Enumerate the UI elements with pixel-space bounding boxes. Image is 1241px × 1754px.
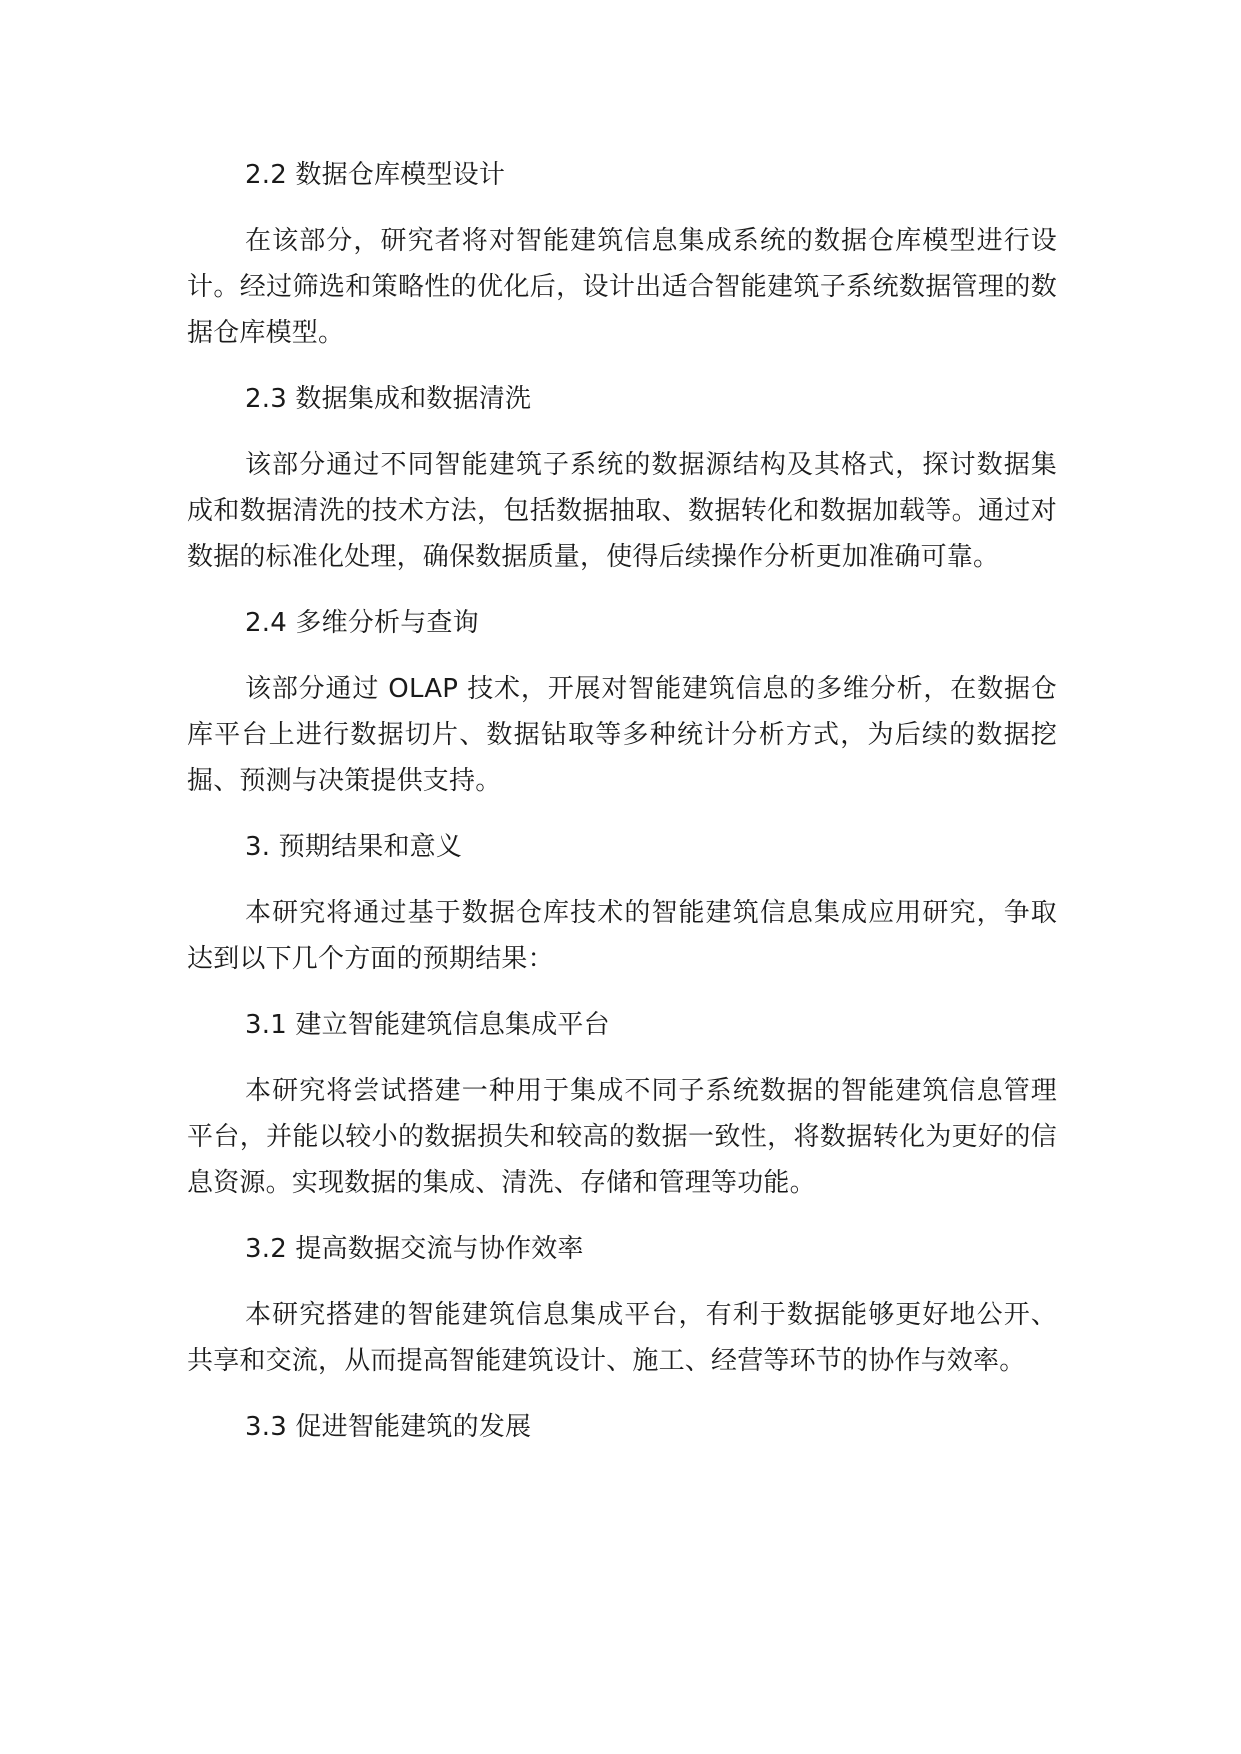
paragraph-3: 本研究将通过基于数据仓库技术的智能建筑信息集成应用研究，争取达到以下几个方面的预期结果：: [187, 898, 1057, 974]
heading-2-3: 2.3 数据集成和数据清洗: [245, 384, 532, 414]
paragraph-2-4: 该部分通过 OLAP 技术，开展对智能建筑信息的多维分析，在数据仓库平台上进行数据切片、数据钻取等多种统计分析方式，为后续的数据挖掘、预测与决策提供支持。: [187, 674, 1057, 796]
document-body: [187, 152, 1057, 1470]
heading-3: 3. 预期结果和意义: [245, 832, 463, 862]
heading-2-2: 2.2 数据仓库模型设计: [245, 160, 506, 190]
heading-3-1: 3.1 建立智能建筑信息集成平台: [245, 1010, 610, 1040]
heading-2-4: 2.4 多维分析与查询: [245, 608, 479, 638]
heading-3-2: 3.2 提高数据交流与协作效率: [245, 1234, 584, 1264]
paragraph-2-2: 在该部分，研究者将对智能建筑信息集成系统的数据仓库模型进行设计。经过筛选和策略性的优化后，设计出适合智能建筑子系统数据管理的数据仓库模型。: [187, 226, 1057, 348]
heading-3-3: 3.3 促进智能建筑的发展: [245, 1412, 532, 1442]
paragraph-2-3: 该部分通过不同智能建筑子系统的数据源结构及其格式，探讨数据集成和数据清洗的技术方法，包括数据抽取、数据转化和数据加载等。通过对数据的标准化处理，确保数据质量，使得后续操作分析更加准确可靠。: [187, 450, 1057, 572]
paragraph-3-1: 本研究将尝试搭建一种用于集成不同子系统数据的智能建筑信息管理平台，并能以较小的数据损失和较高的数据一致性，将数据转化为更好的信息资源。实现数据的集成、清洗、存储和管理等功能。: [187, 1076, 1057, 1198]
paragraph-3-2: 本研究搭建的智能建筑信息集成平台，有利于数据能够更好地公开、共享和交流，从而提高智能建筑设计、施工、经营等环节的协作与效率。: [187, 1300, 1057, 1376]
